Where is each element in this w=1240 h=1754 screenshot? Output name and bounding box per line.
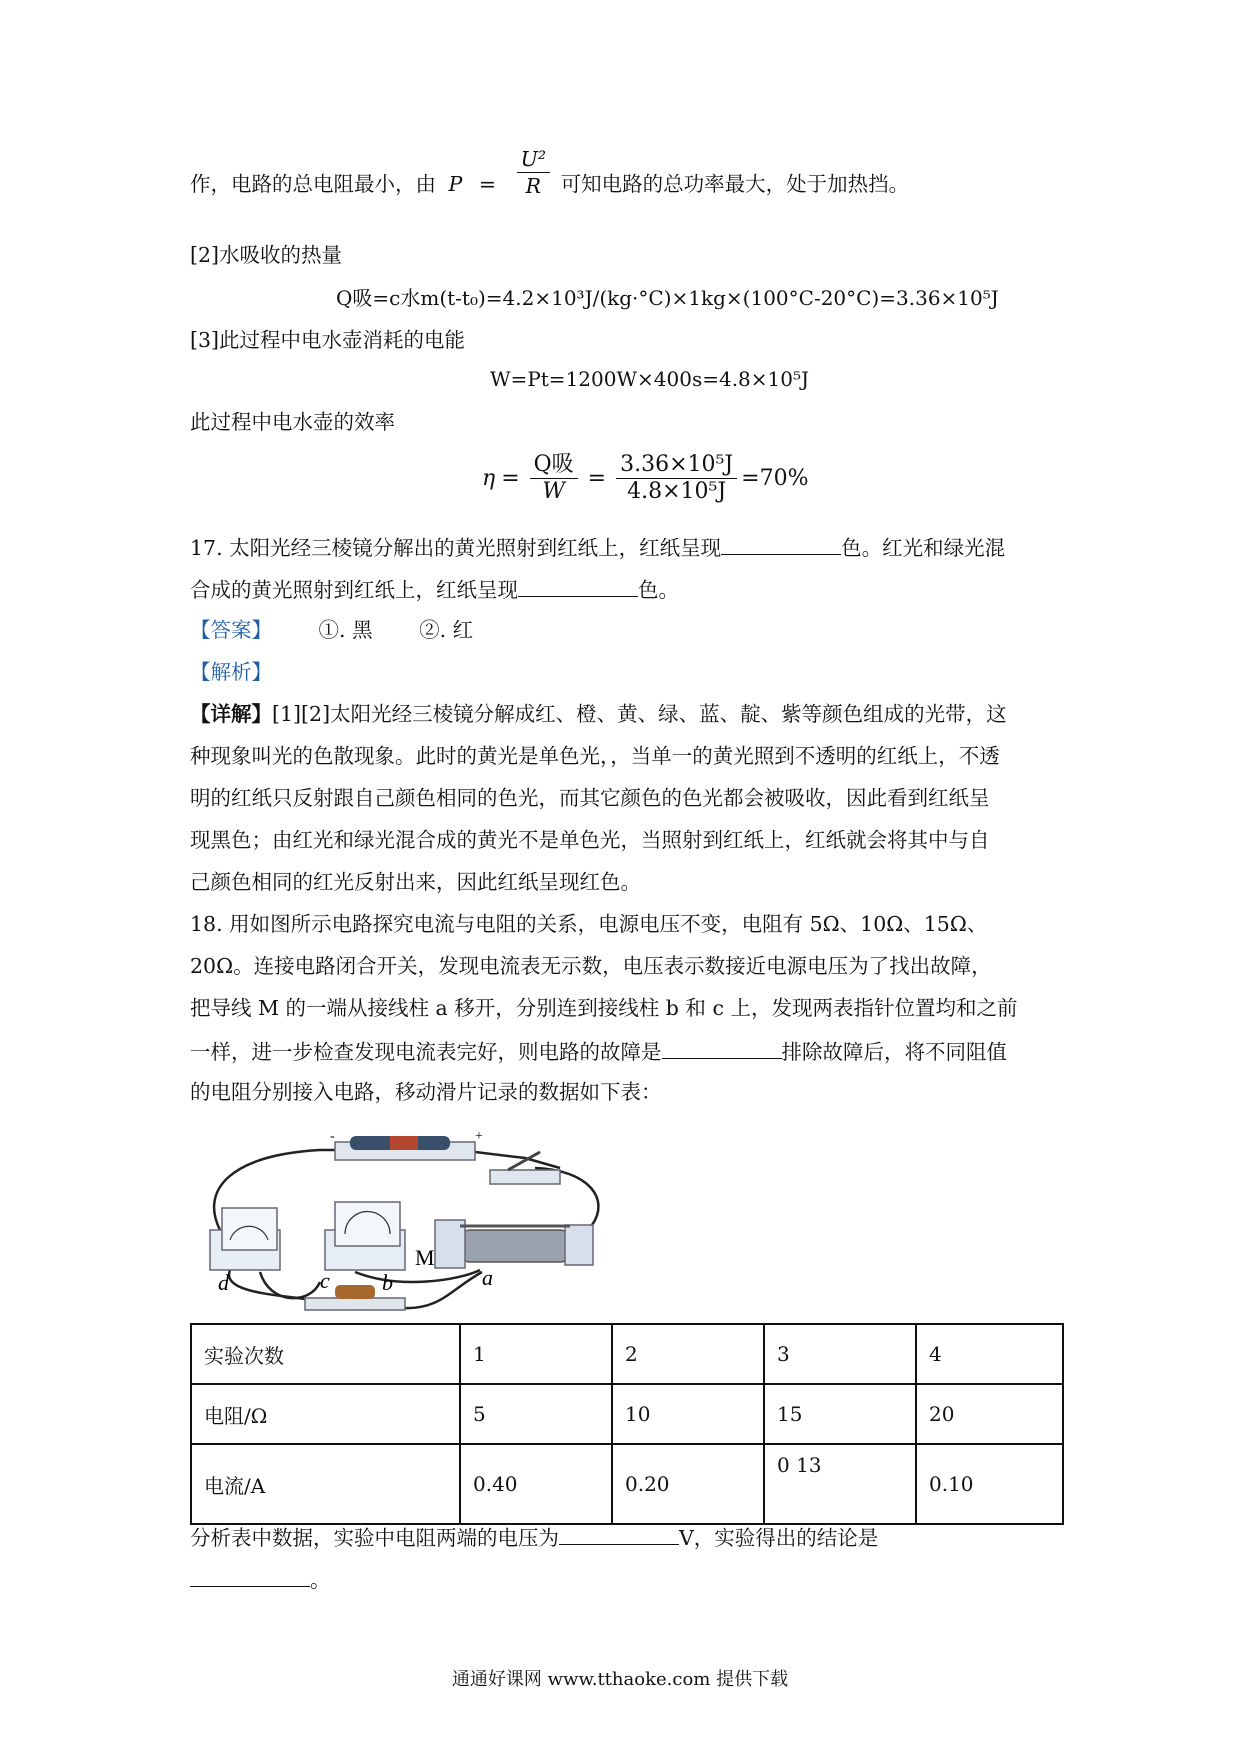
circuit-diagram [190, 1130, 610, 1315]
q18-line3: 把导线 M 的一端从接线柱 a 移开，分别连到接线柱 b 和 c 上，发现两表指针位置均和之前 [190, 996, 1018, 1020]
answer-blank [559, 1522, 679, 1545]
table-cell: 15 [764, 1384, 916, 1444]
table-cell: 3 [764, 1324, 916, 1384]
fraction-denominator: R [525, 174, 542, 198]
table-row [191, 1444, 1063, 1524]
q18-after-line2 [190, 1564, 331, 1594]
text: 合成的黄光照射到红纸上，红纸呈现 [190, 578, 518, 602]
step3-label: [3]此过程中电水壶消耗的电能 [190, 328, 466, 352]
step3-formula: W=Pt=1200W×400s=4.8×10⁵J [490, 367, 810, 391]
detail-line-4: 现黑色；由红光和绿光混合成的黄光不是单色光，当照射到红纸上，红纸就会将其中与自 [190, 828, 990, 852]
answer-blank [190, 1564, 310, 1587]
step2-formula: Q吸=c水m(t-t₀)=4.2×10³J/(kg·°C)×1kg×(100°C-20°C)=3.36×10⁵J [336, 286, 999, 310]
answer-1: ①. 黑 [318, 618, 373, 642]
table-cell: 实验次数 [191, 1324, 460, 1384]
detail-line-3: 明的红纸只反射跟自己颜色相同的色光，而其它颜色的色光都会被吸收，因此看到红纸呈 [190, 786, 990, 810]
q18-line4 [190, 1036, 1007, 1066]
answer-blank [721, 532, 841, 555]
step2-label: [2]水吸收的热量 [190, 243, 343, 267]
q18-line1: 18. 用如图所示电路探究电流与电阻的关系，电源电压不变，电阻有 5Ω、10Ω、15Ω、 [190, 912, 988, 936]
table-cell: 电流/A [191, 1444, 460, 1524]
formula-symbol: P [448, 172, 463, 196]
fraction-numerator: 3.36×10⁵J [616, 452, 737, 479]
answer-2: ②. 红 [419, 618, 474, 642]
label-b: b [382, 1270, 393, 1295]
table-cell: 2 [612, 1324, 764, 1384]
table-cell: 1 [460, 1324, 612, 1384]
answer-blank [518, 574, 638, 597]
table-cell: 0 13 [764, 1444, 916, 1524]
table-cell: 20 [916, 1384, 1063, 1444]
fraction-denominator: 4.8×10⁵J [627, 479, 727, 504]
table-cell: 0.40 [460, 1444, 612, 1524]
equals: = [587, 466, 607, 491]
page-footer: 通通好课网 www.tthaoke.com 提供下载 [451, 1669, 789, 1690]
text: 。 [310, 1568, 331, 1592]
table-cell: 4 [916, 1324, 1063, 1384]
eta-symbol: η [482, 466, 496, 491]
q18-line2: 20Ω。连接电路闭合开关，发现电流表无示数，电压表示数接近电源电压为了找出故障， [190, 954, 992, 978]
table-cell: 电阻/Ω [191, 1384, 460, 1444]
formula-symbol: = [478, 172, 497, 196]
label-c: c [320, 1268, 330, 1293]
label-minus: - [330, 1130, 335, 1144]
fraction-numerator: Q吸 [530, 452, 578, 479]
efficiency-formula [482, 452, 809, 505]
table-row [191, 1384, 1063, 1444]
resistor [305, 1298, 405, 1310]
switch [490, 1170, 560, 1184]
detail-line-5: 己颜色相同的红光反射出来，因此红纸呈现红色。 [190, 870, 641, 894]
q17-answer [190, 616, 473, 644]
text: 17. 太阳光经三棱镜分解出的黄光照射到红纸上，红纸呈现 [190, 536, 722, 560]
answer-tag: 【答案】 [190, 618, 272, 642]
label-a: a [482, 1265, 493, 1290]
text: 排除故障后，将不同阻值 [781, 1040, 1007, 1064]
prev-solution-line1 [190, 147, 910, 199]
text: 分析表中数据，实验中电阻两端的电压为 [190, 1526, 559, 1550]
q17-line2 [190, 574, 679, 604]
fraction-denominator: W [542, 479, 565, 504]
power-fraction [517, 146, 551, 199]
label-plus: + [475, 1130, 483, 1144]
q18-after-line1 [190, 1522, 878, 1552]
detail-line-1 [190, 700, 1007, 728]
detail-line-2: 种现象叫光的色散现象。此时的黄光是单色光，，当单一的黄光照到不透明的红纸上，不透 [190, 744, 1000, 768]
detail-tag: 【详解】 [190, 702, 272, 726]
table-cell: 5 [460, 1384, 612, 1444]
equals: = [501, 466, 520, 491]
efficiency-result: =70% [741, 466, 809, 491]
text: [1][2]太阳光经三棱镜分解成红、橙、黄、绿、蓝、靛、紫等颜色组成的光带，这 [272, 702, 1007, 726]
fraction-numerator: U² [517, 146, 551, 173]
q17-line1 [190, 532, 1005, 562]
table-row [191, 1324, 1063, 1384]
table-cell: 0.10 [916, 1444, 1063, 1524]
answer-blank [662, 1036, 782, 1059]
label-M: M [415, 1245, 435, 1270]
text: V，实验得出的结论是 [679, 1526, 879, 1550]
table-cell: 10 [612, 1384, 764, 1444]
efficiency-fraction-1 [530, 452, 578, 505]
text: 作，电路的总电阻最小，由 [190, 172, 436, 196]
label-d: d [218, 1270, 229, 1295]
text: 可知电路的总功率最大，处于加热挡。 [560, 172, 910, 196]
text: 色。红光和绿光混 [841, 536, 1006, 560]
table-cell: 0.20 [612, 1444, 764, 1524]
text: 一样，进一步检查发现电流表完好，则电路的故障是 [190, 1040, 662, 1064]
efficiency-fraction-2 [616, 452, 737, 505]
efficiency-label: 此过程中电水壶的效率 [190, 410, 395, 434]
q18-line5: 的电阻分别接入电路，移动滑片记录的数据如下表： [190, 1080, 662, 1104]
data-table [190, 1323, 1064, 1525]
text: 色。 [638, 578, 679, 602]
rheostat [460, 1230, 570, 1262]
analysis-tag: 【解析】 [190, 660, 272, 684]
